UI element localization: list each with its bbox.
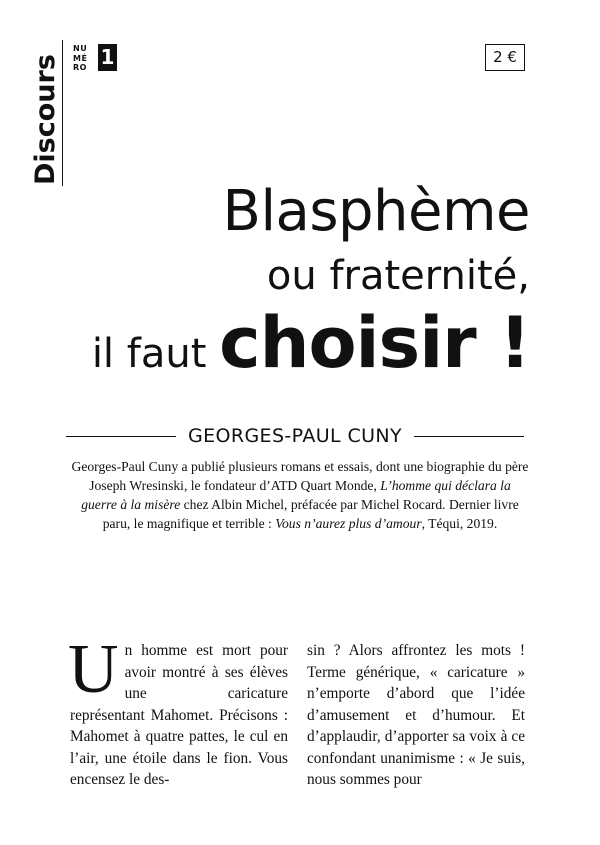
column-text: n homme est mort pour avoir montré à ses élèves une caricature représentant Mahomet. Précisons : Mahomet à quatre pattes, le cul en l’air, une étoile dans le fion. Vous encensez le des-	[70, 642, 288, 788]
issue-label-part: RO	[73, 63, 87, 72]
author-name: GEORGES-PAUL CUNY	[187, 425, 403, 447]
headline-line-3-lead: il faut	[91, 331, 220, 377]
bio-text: chez Albin Michel, préfacée par Michel Rocard. Dernier livre paru, le magnifique et terrible :	[102, 497, 519, 531]
article-column-1	[68, 631, 288, 791]
byline-rule-right	[414, 436, 524, 437]
drop-cap: U	[68, 631, 119, 708]
headline-emphasis: choisir !	[219, 302, 530, 384]
headline-line-2: ou fraternité,	[266, 253, 530, 299]
bio-text: , Téqui, 2019.	[421, 516, 498, 531]
column-text: sin ? Alors affrontez les mots ! Terme générique, « caricature » n’emporte d’abord que l’idée d’amusement et d’humour. Et d’applaudir, d’apporter sa voix à ce confondant unanimisme : « Je suis, nous sommes pour	[307, 642, 525, 788]
issue-label-part: NU	[73, 44, 88, 53]
price-tag: 2 €	[485, 44, 525, 71]
article-headline	[60, 180, 530, 389]
bio-text: Georges-Paul Cuny a publié plusieurs romans et essais, dont une biographie du père Joseph Wresinski, le fondateur d’ATD Quart Monde,	[71, 459, 529, 493]
bio-book-title: L’homme qui déclara la guerre à la misère	[81, 478, 511, 512]
article-column-2	[307, 640, 525, 791]
byline-rule-left	[66, 436, 176, 437]
issue-label	[73, 44, 87, 73]
issue-number-badge: 1	[98, 44, 117, 71]
author-byline	[66, 423, 524, 449]
headline-line-1: Blasphème	[222, 179, 530, 244]
series-masthead	[29, 40, 63, 186]
issue-label-part: MÉ	[73, 53, 88, 63]
headline-line-3	[60, 302, 530, 389]
author-bio	[70, 457, 530, 533]
bio-book-title: Vous n’aurez plus d’amour	[275, 516, 422, 531]
series-name: Discours	[30, 54, 61, 185]
